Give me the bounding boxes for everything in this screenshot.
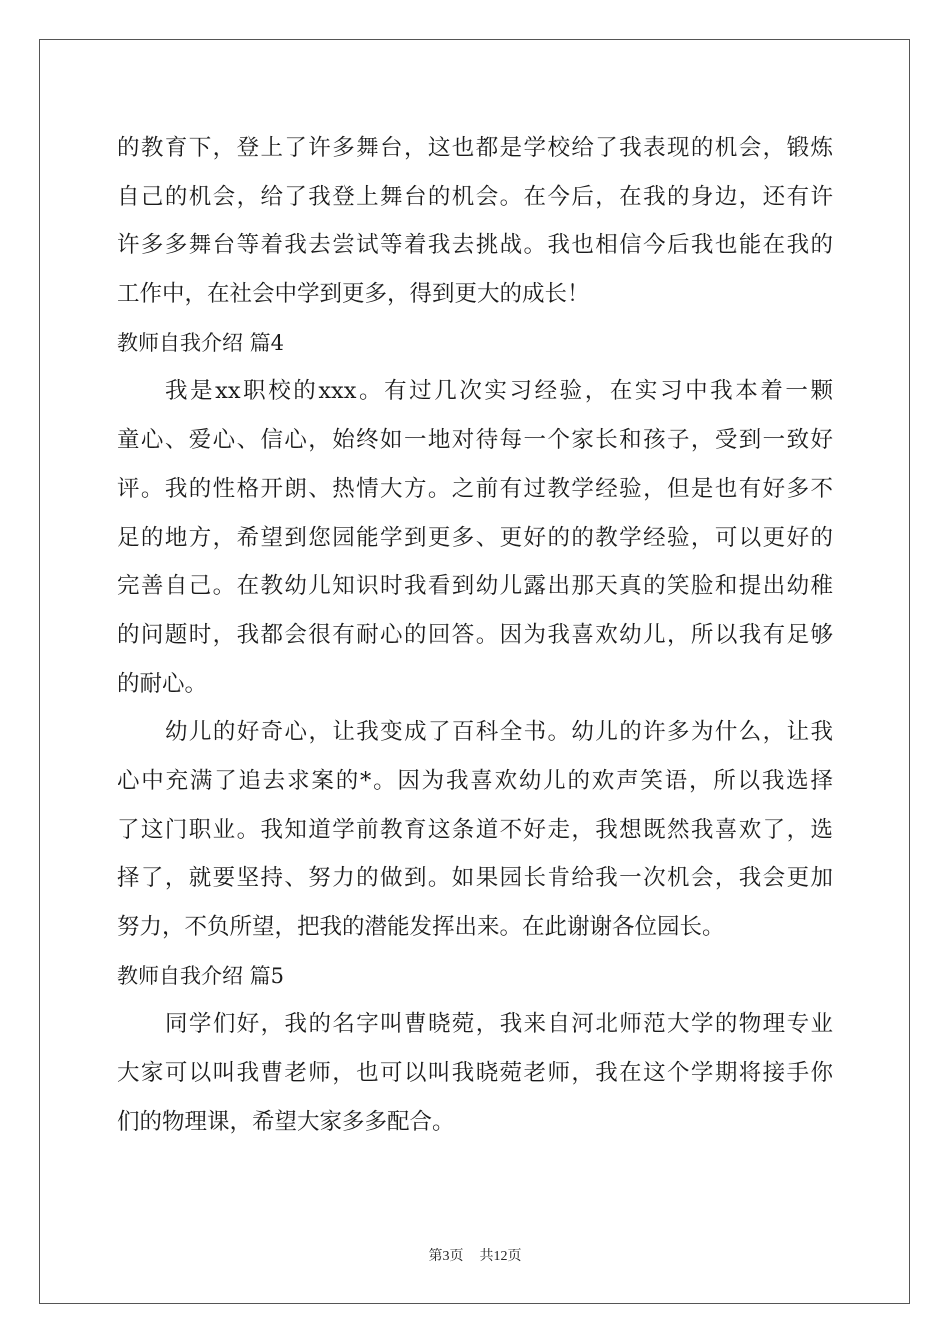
section-heading: 教师自我介绍 篇5	[117, 963, 285, 988]
page-total: 共12页	[479, 1249, 522, 1264]
paragraph-line: 工作中，在社会中学到更多，得到更大的成长！	[117, 281, 590, 308]
paragraph-line: 同学们好，我的名字叫曹晓菀，我来自河北师范大学的物理专业	[165, 1011, 833, 1038]
paragraph-line: 了这门职业。我知道学前教育这条道不好走，我想既然我喜欢了，选	[117, 816, 833, 843]
paragraph-line: 心中充满了追去求案的*。因为我喜欢幼儿的欢声笑语，所以我选择	[117, 767, 833, 794]
paragraph-line: 的问题时，我都会很有耐心的回答。因为我喜欢幼儿，所以我有足够	[117, 621, 833, 648]
section-heading: 教师自我介绍 篇4	[117, 330, 285, 355]
paragraph-line: 幼儿的好奇心，让我变成了百科全书。幼儿的许多为什么，让我	[165, 719, 833, 746]
document-body	[117, 124, 833, 1146]
paragraph-line: 大家可以叫我曹老师，也可以叫我晓菀老师，我在这个学期将接手你	[117, 1060, 833, 1087]
paragraph-line: 们的物理课，希望大家多多配合。	[117, 1108, 455, 1135]
page-footer	[0, 1245, 950, 1265]
paragraph-line: 的教育下，登上了许多舞台，这也都是学校给了我表现的机会，锻炼	[117, 135, 833, 161]
paragraph-line: 评。我的性格开朗、热情大方。之前有过教学经验，但是也有好多不	[117, 475, 833, 502]
paragraph-line: 自己的机会，给了我登上舞台的机会。在今后，在我的身边，还有许	[117, 183, 833, 210]
paragraph-line: 完善自己。在教幼儿知识时我看到幼儿露出那天真的笑脸和提出幼稚	[117, 573, 833, 600]
paragraph-line: 的耐心。	[117, 670, 208, 697]
page-number: 第3页	[428, 1249, 464, 1264]
paragraph-line: 童心、爱心、信心，始终如一地对待每一个家长和孩子，受到一致好	[117, 427, 833, 454]
paragraph-line: 足的地方，希望到您园能学到更多、更好的的教学经验，可以更好的	[117, 524, 833, 551]
paragraph-line: 择了，就要坚持、努力的做到。如果园长肯给我一次机会，我会更加	[117, 865, 833, 892]
paragraph-line: 努力，不负所望，把我的潜能发挥出来。在此谢谢各位园长。	[117, 914, 725, 940]
paragraph-line: 许多多舞台等着我去尝试等着我去挑战。我也相信今后我也能在我的	[117, 232, 833, 259]
paragraph-line: 我是xx职校的xxx。有过几次实习经验，在实习中我本着一颗	[165, 378, 833, 405]
